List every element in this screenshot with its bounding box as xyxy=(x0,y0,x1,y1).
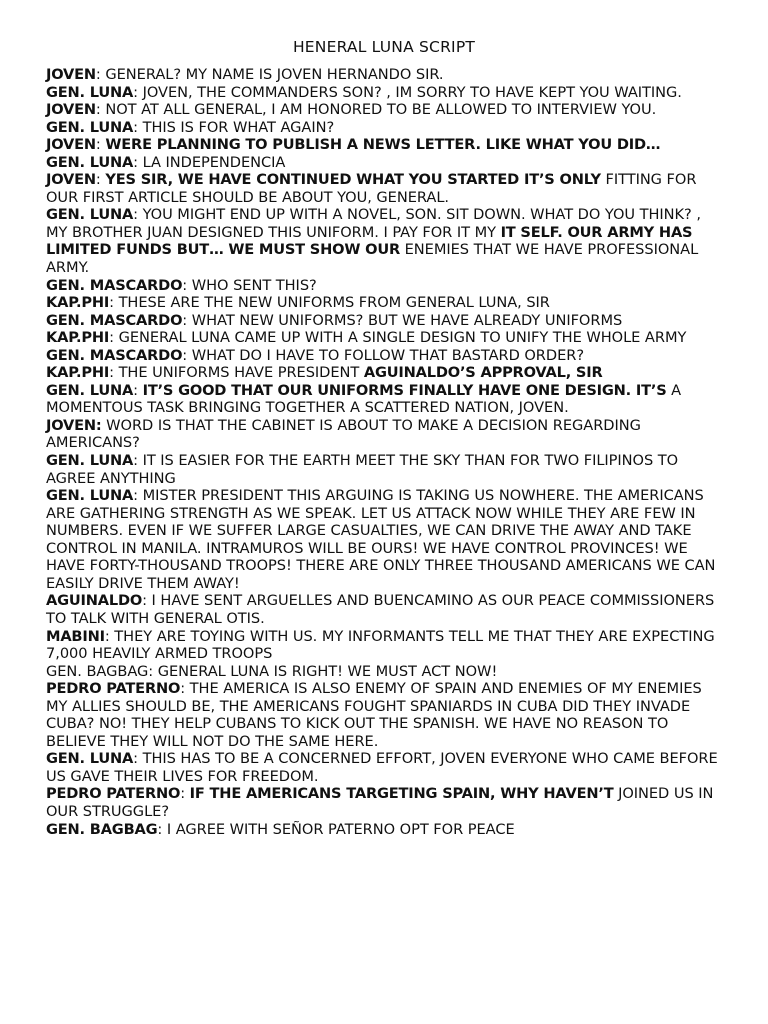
dialogue-text: : WHAT DO I HAVE TO FOLLOW THAT BASTARD ORDER? xyxy=(182,346,585,364)
script-line xyxy=(46,171,722,206)
script-line xyxy=(46,417,722,452)
speaker-name: KAP.PHI xyxy=(46,329,110,347)
script-line xyxy=(46,382,722,417)
dialogue-text-continued: A MOMENTOUS TASK BRINGING TOGETHER A SCATTERED NATION, JOVEN. xyxy=(46,381,682,417)
speaker-name: GEN. LUNA xyxy=(46,206,134,224)
dialogue-text: : THE UNIFORMS HAVE PRESIDENT xyxy=(109,364,364,382)
script-line xyxy=(46,66,722,84)
script-line xyxy=(46,663,722,681)
speaker-name: GEN. LUNA xyxy=(46,118,134,136)
script-line xyxy=(46,592,722,627)
dialogue-text-continued: FITTING FOR OUR FIRST ARTICLE SHOULD BE ABOUT YOU, GENERAL. xyxy=(46,171,697,206)
dialogue-bold-text: IF THE AMERICANS TARGETING SPAIN, WHY HAVEN’T xyxy=(189,785,614,803)
script-line xyxy=(46,119,722,137)
script-line xyxy=(46,821,722,839)
speaker-name: GEN. LUNA xyxy=(46,381,134,399)
dialogue-text: : THIS HAS TO BE A CONCERNED EFFORT, JOVEN EVERYONE WHO CAME BEFORE US GAVE THEIR LIVES FOR FREEDOM. xyxy=(46,750,718,785)
script-line xyxy=(46,154,722,172)
dialogue-text: WORD IS THAT THE CABINET IS ABOUT TO MAKE A DECISION REGARDING AMERICANS? xyxy=(46,416,641,452)
speaker-name: JOVEN xyxy=(46,171,96,189)
script-line xyxy=(46,628,722,663)
speaker-name: GEN. LUNA xyxy=(46,83,134,101)
speaker-name: GEN. MASCARDO xyxy=(46,276,183,294)
script-line xyxy=(46,750,722,785)
script-line xyxy=(46,785,722,820)
speaker-name: AGUINALDO xyxy=(46,592,143,610)
dialogue-text: : IT IS EASIER FOR THE EARTH MEET THE SKY THAN FOR TWO FILIPINOS TO AGREE ANYTHING xyxy=(46,452,679,487)
script-line xyxy=(46,347,722,365)
script-body xyxy=(46,66,722,838)
script-line xyxy=(46,364,722,382)
speaker-name: JOVEN xyxy=(46,101,96,119)
dialogue-text: : LA INDEPENDENCIA xyxy=(133,153,286,171)
script-line xyxy=(46,294,722,312)
dialogue-bold-text: YES SIR, WE HAVE CONTINUED WHAT YOU STARTED IT’S ONLY xyxy=(105,171,601,189)
dialogue-text: : MISTER PRESIDENT THIS ARGUING IS TAKING US NOWHERE. THE AMERICANS ARE GATHERING STRENGTH AS WE SPEAK. LET US ATTACK NOW WHILE THEY ARE FEW IN NUMBERS. EVEN IF WE SUFFER LARGE CASUALTIES, WE CAN DRIVE THE AWAY AND TAKE CONTROL IN MANILA. INTRAMUROS WILL BE OURS! WE HAVE CONTROL PROVINCES! WE HAVE FORTY-THOUSAND TROOPS! THERE ARE ONLY THREE THOUSAND AMERICANS WE CAN EASILY DRIVE THEM AWAY! xyxy=(46,487,716,592)
dialogue-text: : I AGREE WITH SEÑOR PATERNO OPT FOR PEACE xyxy=(157,820,515,838)
script-line xyxy=(46,206,722,276)
script-line xyxy=(46,680,722,750)
dialogue-bold-text: AGUINALDO’S APPROVAL, SIR xyxy=(363,364,603,382)
speaker-name: JOVEN xyxy=(46,136,96,154)
speaker-name: KAP.PHI xyxy=(46,364,110,382)
speaker-name: GEN. LUNA xyxy=(46,452,134,470)
dialogue-text: GEN. BAGBAG: GENERAL LUNA IS RIGHT! WE MUST ACT NOW! xyxy=(46,662,498,680)
dialogue-text: : GENERAL LUNA CAME UP WITH A SINGLE DESIGN TO UNIFY THE WHOLE ARMY xyxy=(109,329,687,347)
dialogue-text: : THE AMERICA IS ALSO ENEMY OF SPAIN AND ENEMIES OF MY ENEMIES MY ALLIES SHOULD BE, THE AMERICANS FOUGHT SPANIARDS IN CUBA DID THEY INVADE CUBA? NO! THEY HELP CUBANS TO KICK OUT THE SPANISH. WE HAVE NO REASON TO BELIEVE THEY WILL NOT DO THE SAME HERE. xyxy=(46,680,702,750)
dialogue-text: : xyxy=(95,171,106,189)
dialogue-text-continued: JOINED US IN OUR STRUGGLE? xyxy=(46,785,714,820)
dialogue-text-continued: ENEMIES THAT WE HAVE PROFESSIONAL ARMY. xyxy=(46,241,699,277)
script-line xyxy=(46,329,722,347)
speaker-name: GEN. LUNA xyxy=(46,750,134,768)
dialogue-text: : WHAT NEW UNIFORMS? BUT WE HAVE ALREADY UNIFORMS xyxy=(182,311,623,329)
script-line xyxy=(46,277,722,295)
dialogue-text: : WHO SENT THIS? xyxy=(182,276,317,294)
script-line xyxy=(46,312,722,330)
speaker-name: JOVEN: xyxy=(46,416,102,434)
script-line xyxy=(46,136,722,154)
dialogue-text: : I HAVE SENT ARGUELLES AND BUENCAMINO AS OUR PEACE COMMISSIONERS TO TALK WITH GENERAL OTIS. xyxy=(46,592,715,627)
dialogue-bold-text: WERE PLANNING TO PUBLISH A NEWS LETTER. LIKE WHAT YOU DID… xyxy=(105,136,661,154)
dialogue-text: : GENERAL? MY NAME IS JOVEN HERNANDO SIR. xyxy=(95,66,444,83)
dialogue-text: : JOVEN, THE COMMANDERS SON? , IM SORRY TO HAVE KEPT YOU WAITING. xyxy=(133,83,682,101)
dialogue-text: : NOT AT ALL GENERAL, I AM HONORED TO BE ALLOWED TO INTERVIEW YOU. xyxy=(95,101,657,119)
dialogue-text: : YOU MIGHT END UP WITH A NOVEL, SON. SIT DOWN. WHAT DO YOU THINK? , MY BROTHER JUAN DESIGNED THIS UNIFORM. I PAY FOR IT MY xyxy=(46,206,701,241)
document-title: HENERAL LUNA SCRIPT xyxy=(292,38,476,56)
script-line xyxy=(46,487,722,592)
speaker-name: GEN. BAGBAG xyxy=(46,820,158,838)
script-line xyxy=(46,84,722,102)
speaker-name: PEDRO PATERNO xyxy=(46,680,181,698)
speaker-name: GEN. LUNA xyxy=(46,487,134,505)
script-line xyxy=(46,452,722,487)
speaker-name: GEN. MASCARDO xyxy=(46,346,183,364)
script-line xyxy=(46,101,722,119)
speaker-name: GEN. MASCARDO xyxy=(46,311,183,329)
speaker-name: MABINI xyxy=(46,627,105,645)
dialogue-bold-text: IT SELF. OUR ARMY HAS LIMITED FUNDS BUT… WE MUST SHOW OUR xyxy=(46,223,693,259)
dialogue-text: : THEY ARE TOYING WITH US. MY INFORMANTS TELL ME THAT THEY ARE EXPECTING 7,000 HEAVILY ARMED TROOPS xyxy=(46,627,715,663)
dialogue-text: : xyxy=(95,136,106,154)
speaker-name: GEN. LUNA xyxy=(46,153,134,171)
dialogue-bold-text: IT’S GOOD THAT OUR UNIFORMS FINALLY HAVE ONE DESIGN. IT’S xyxy=(142,381,667,399)
speaker-name: KAP.PHI xyxy=(46,294,110,312)
dialogue-text: : THIS IS FOR WHAT AGAIN? xyxy=(133,118,335,136)
dialogue-text: : xyxy=(180,785,190,803)
dialogue-text: : xyxy=(133,381,143,399)
speaker-name: PEDRO PATERNO xyxy=(46,785,181,803)
dialogue-text: : THESE ARE THE NEW UNIFORMS FROM GENERAL LUNA, SIR xyxy=(109,294,550,312)
speaker-name: JOVEN xyxy=(46,66,96,83)
